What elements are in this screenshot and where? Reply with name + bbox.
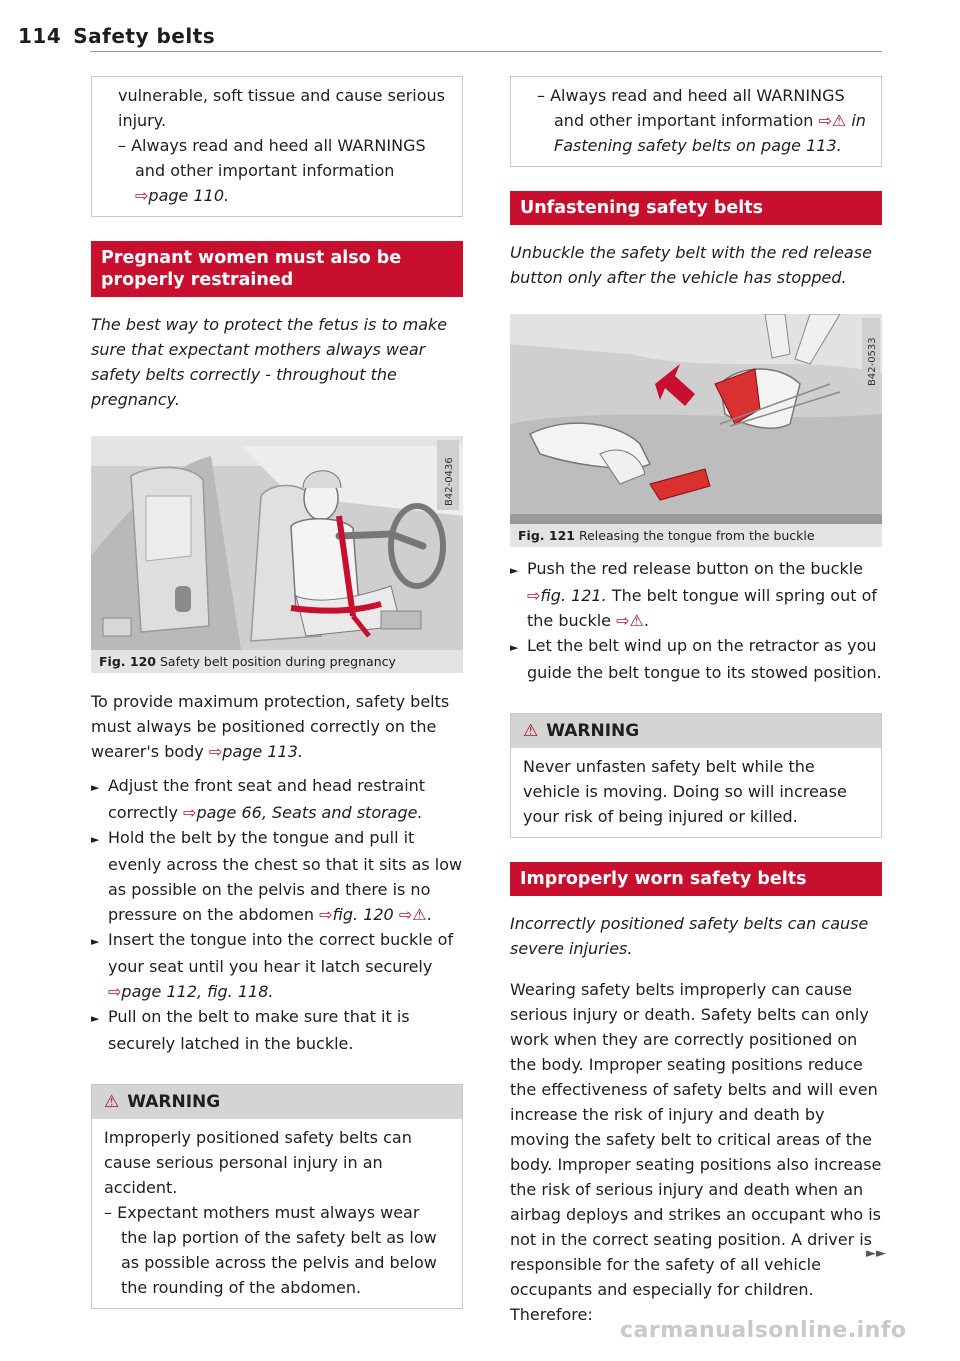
continued-warning-box [91,76,463,217]
bullet-item: ► Insert the tongue into the correct buckle of your seat until you hear it latch securely ⇨page 112, fig. 118. [91,930,454,1001]
warning-item: – Expectant mothers must always wear the lap portion of the safety belt as low as possible across the pelvis and below the rounding of the abdomen. [104,1203,437,1297]
box-line: – Always read and heed all WARNINGS and other important information ⇨⚠ in Fastening safety belts on page 113. [537,86,866,155]
arrow-right-icon: ⇨ [319,905,333,924]
warning-text: Never unfasten safety belt while the vehicle is moving. Doing so will increase your risk of being injured or killed. [523,757,847,826]
continue-arrow-icon: ►► [866,1246,886,1261]
page-ref-link[interactable]: page 66, Seats and storage. [196,803,423,822]
warning-triangle-icon[interactable]: ⚠ [629,611,644,630]
warning-body [92,1119,462,1308]
page-ref-link[interactable]: in Fastening safety belts on page 113. [554,111,866,155]
figure-ref-link[interactable]: fig. 121. [540,586,607,605]
section-title-improper: Improperly worn safety belts [510,862,882,896]
figure-121 [510,314,882,547]
buckle-release-illustration [510,314,882,524]
paragraph-improper: Wearing safety belts improperly can cause serious injury or death. Safety belts can only work when they are correctly positioned on the body. Improper seating positions reduce the effectiveness of safety belts and will even increase the risk of injury and death by moving the safety belt to critical areas of the body. Improper seating positions also increase the risk of serious injury and death when an airbag deploys and strikes an occupant who is not in the correct seating position. A driver is responsible for the safety of all vehicle occupants and especially for children. Therefore: [510,980,882,1324]
warning-triangle-icon: ⚠ [831,111,847,130]
section-intro: Incorrectly positioned safety belts can cause severe injuries. [510,914,869,958]
arrow-right-icon: ⇨ [183,803,197,822]
bullet-triangle-icon: ► [91,935,100,948]
bullet-triangle-icon: ► [91,781,100,794]
pregnant-driver-illustration [91,436,463,650]
warning-heading: ⚠ WARNING [511,714,881,748]
continued-warning-box [510,76,882,167]
watermark: carmanualsonline.info [620,1318,907,1343]
warning-box [91,1084,463,1309]
warning-heading: ⚠ WARNING [92,1085,462,1119]
arrow-right-icon: ⇨ [616,611,630,630]
section-intro: Unbuckle the safety belt with the red release button only after the vehicle has stopped. [510,243,872,287]
page-header [18,24,215,48]
bullet-triangle-icon: ► [510,641,519,654]
figure-code: B42-0533 [867,337,878,386]
warning-text: Improperly positioned safety belts can cause serious personal injury in an accident. [104,1128,412,1197]
figure-ref-link[interactable]: fig. 120 [332,905,394,924]
header-rule [90,51,882,52]
left-column [91,76,463,1309]
figure-caption: Fig. 120 Safety belt position during pregnancy [91,650,463,673]
page-ref-link[interactable]: page 110. [148,186,230,205]
chapter-title: Safety belts [73,24,216,48]
section-title-unfastening: Unfastening safety belts [510,191,882,225]
warning-body [511,748,881,837]
warning-triangle-icon: ⚠ [523,721,539,741]
arrow-right-icon: ⇨ [527,586,541,605]
warning-triangle-icon: ⚠ [104,1092,120,1112]
arrow-right-icon: ⇨ [208,742,223,761]
bullet-item: ► Adjust the front seat and head restraint correctly ⇨page 66, Seats and storage. [91,776,426,822]
box-line-1: vulnerable, soft tissue and cause serious injury. [118,86,445,130]
right-column [510,76,882,1327]
page-ref-link[interactable]: page 113. [222,742,303,761]
section-intro: The best way to protect the fetus is to make sure that expectant mothers always wear safety belts correctly - throughout the pregnancy. [91,315,448,409]
arrow-right-icon: ⇨ [398,905,413,924]
page-ref-link[interactable]: page 112, fig. 118. [121,982,274,1001]
bullet-item: ► Let the belt wind up on the retractor as you guide the belt tongue to its stowed position. [510,636,882,682]
bullet-item: ► Hold the belt by the tongue and pull it evenly across the chest so that it sits as low as possible on the pelvis and there is no pressure on the abdomen ⇨fig. 120 ⇨⚠. [91,828,463,924]
figure-code: B42-0436 [444,457,455,506]
page-number: 114 [18,24,62,48]
arrow-right-icon: ⇨ [135,186,149,205]
box-line-2: – Always read and heed all WARNINGS and other important information ⇨page 110. [118,136,426,205]
warning-triangle-icon[interactable]: ⚠ [412,905,427,924]
bullet-triangle-icon: ► [91,833,100,846]
figure-120 [91,436,463,673]
bullet-triangle-icon: ► [91,1012,100,1025]
section-title-pregnant: Pregnant women must also be properly restrained [91,241,463,297]
paragraph-protection: To provide maximum protection, safety belts must always be positioned correctly on the wearer's body ⇨page 113. [91,692,450,761]
figure-caption: Fig. 121 Releasing the tongue from the buckle [510,524,882,547]
bullet-triangle-icon: ► [510,564,519,577]
warning-box [510,713,882,838]
arrow-right-icon: ⇨ [818,111,832,130]
bullet-item: ► Push the red release button on the buckle ⇨fig. 121. The belt tongue will spring out of the buckle ⇨⚠. [510,559,877,630]
arrow-right-icon: ⇨ [108,982,122,1001]
bullet-item: ► Pull on the belt to make sure that it is securely latched in the buckle. [91,1007,410,1053]
